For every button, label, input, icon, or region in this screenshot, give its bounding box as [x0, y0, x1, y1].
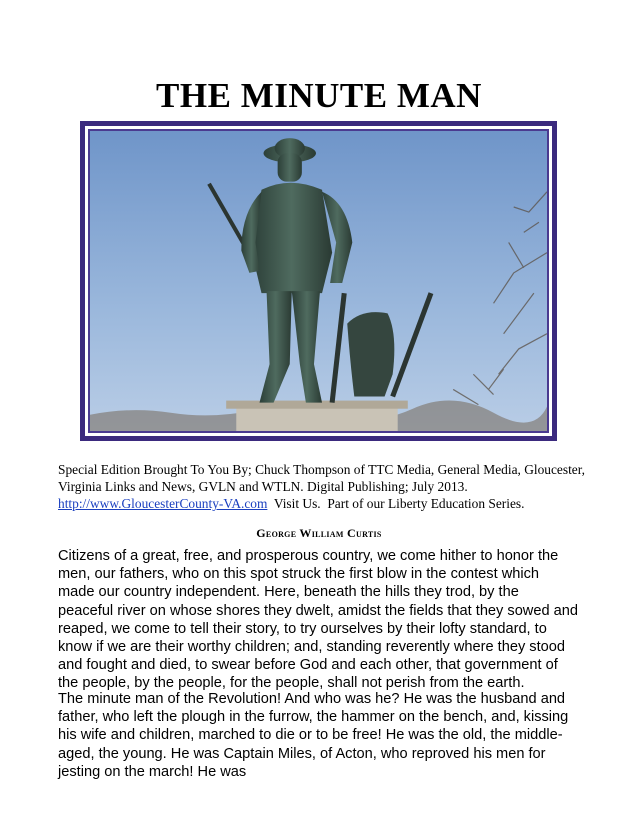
credit-line: Special Edition Brought To You By; Chuck Thompson of TTC Media, General Media, Gloucester, Virginia Links and News, GVLN and WTLN. Digital Publishing; July 2013.	[58, 462, 586, 494]
credit-link-line	[58, 495, 588, 512]
paragraph-2: The minute man of the Revolution! And who was he? He was the husband and father, who left the plough in the furrow, the hammer on the bench, and, kissing his wife and children, marched to die or to be free! He was the old, the middle-aged, the young. He was Captain Miles, of Acton, who reproved his men for jesting on the march! He was	[58, 691, 569, 780]
document-title: THE MINUTE MAN	[156, 76, 482, 115]
link-suffix: Visit Us. Part of our Liberty Education Series.	[267, 496, 525, 511]
paragraph-1: Citizens of a great, free, and prosperous country, we come hither to honor the men, our fathers, who on this spot struck the first blow in the contest which made our country independent. Here, beneath the hills they trod, by the peaceful river on whose shores they dwelt, amidst the fields that they sowed and reaped, we come to tell their story, to try ourselves by their lofty standard, to know if we are their worthy children; and, standing reverently where they stood and fought and died, to swear before God and each other, that government of the people, by the people, for the people, shall not perish from the earth.	[58, 548, 578, 692]
author-heading: George William Curtis	[256, 526, 382, 540]
website-link[interactable]: http://www.GloucesterCounty-VA.com	[58, 496, 268, 511]
photo-frame	[80, 121, 557, 441]
minute-man-statue-photo	[90, 131, 547, 431]
